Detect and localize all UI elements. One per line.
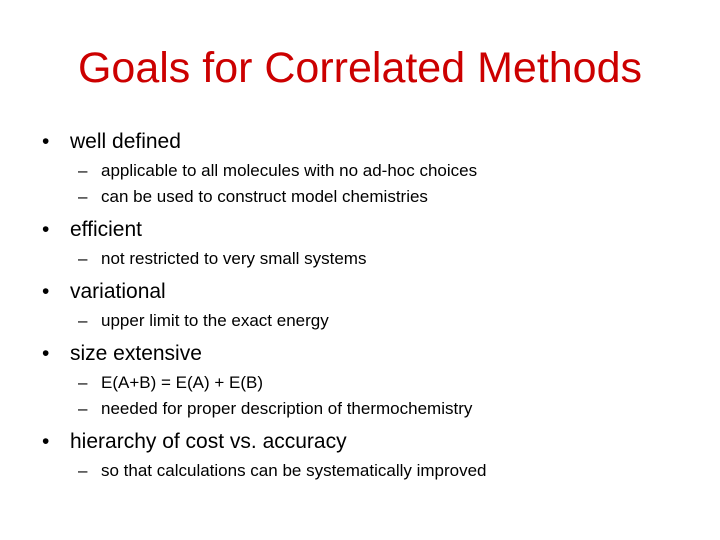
- sub-item: [70, 184, 700, 210]
- sub-list: [70, 308, 700, 334]
- bullet-item: [40, 277, 700, 334]
- bullet-icon: •: [42, 130, 50, 153]
- dash-icon: –: [78, 399, 88, 418]
- sub-text: can be used to construct model chemistries: [101, 187, 428, 206]
- sub-item: [70, 458, 700, 484]
- sub-list: [70, 158, 700, 210]
- dash-icon: –: [78, 373, 88, 392]
- sub-text: needed for proper description of thermochemistry: [101, 399, 473, 418]
- sub-item: [70, 370, 700, 396]
- sub-item: [70, 396, 700, 422]
- bullet-list: [40, 127, 700, 484]
- sub-item: [70, 246, 700, 272]
- bullet-item: [40, 215, 700, 272]
- bullet-text: size extensive: [70, 342, 202, 365]
- dash-icon: –: [78, 311, 88, 330]
- bullet-item: [40, 427, 700, 484]
- bullet-icon: •: [42, 280, 50, 303]
- bullet-text: well defined: [70, 130, 181, 153]
- sub-text: not restricted to very small systems: [101, 249, 367, 268]
- sub-item: [70, 158, 700, 184]
- bullet-text: hierarchy of cost vs. accuracy: [70, 430, 347, 453]
- bullet-text: efficient: [70, 218, 142, 241]
- bullet-icon: •: [42, 342, 50, 365]
- sub-list: [70, 370, 700, 422]
- bullet-item: [40, 339, 700, 422]
- sub-list: [70, 246, 700, 272]
- dash-icon: –: [78, 187, 88, 206]
- bullet-icon: •: [42, 218, 50, 241]
- bullet-text: variational: [70, 280, 166, 303]
- bullet-icon: •: [42, 430, 50, 453]
- slide-title: Goals for Correlated Methods: [77, 44, 643, 92]
- dash-icon: –: [78, 161, 88, 180]
- dash-icon: –: [78, 461, 88, 480]
- sub-text: E(A+B) = E(A) + E(B): [101, 373, 264, 392]
- dash-icon: –: [78, 249, 88, 268]
- sub-list: [70, 458, 700, 484]
- sub-item: [70, 308, 700, 334]
- bullet-item: [40, 127, 700, 210]
- sub-text: upper limit to the exact energy: [101, 311, 329, 330]
- sub-text: applicable to all molecules with no ad-hoc choices: [101, 161, 478, 180]
- sub-text: so that calculations can be systematically improved: [101, 461, 487, 480]
